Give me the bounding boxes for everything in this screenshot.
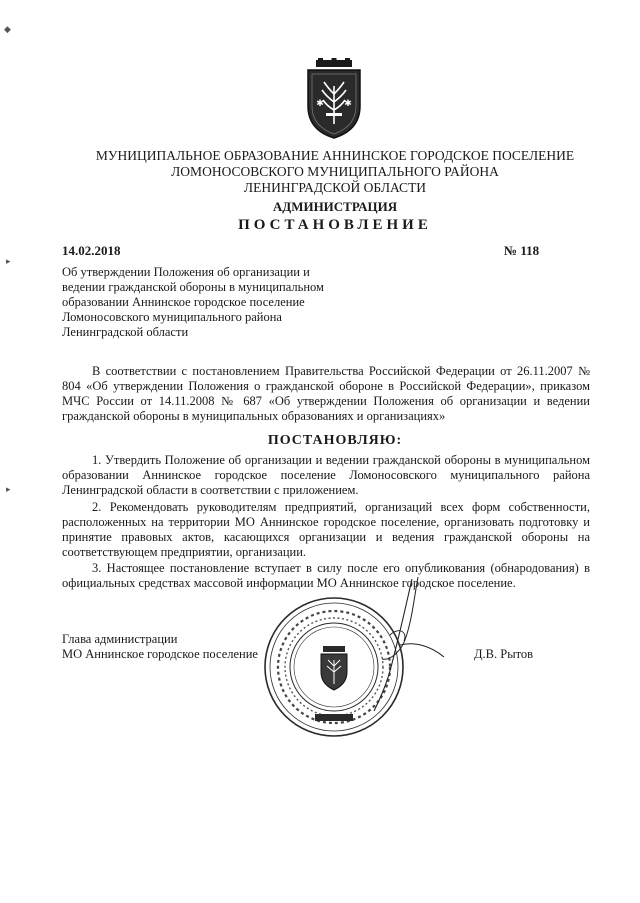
svg-text:✱: ✱ <box>316 99 324 109</box>
document-number: № 118 <box>504 243 540 258</box>
signatory-title <box>62 632 258 662</box>
clause-1: 1. Утвердить Положение об организации и ведении гражданской обороны в муниципальном образовании Аннинское городское поселение Ломоносовского муниципального района Ленинградской области в соответствии с приложением. <box>62 453 590 497</box>
org-name-line-2: ЛОМОНОСОВСКОГО МУНИЦИПАЛЬНОГО РАЙОНА <box>171 164 499 179</box>
signatory-title-line-2: МО Аннинское городское поселение <box>62 647 258 661</box>
signatory-name: Д.В. Рытов <box>474 647 534 661</box>
preamble-paragraph: В соответствии с постановлением Правительства Российской Федерации от 26.11.2007 № 804 «Об утверждении Положения о гражданской обороне в Российской Федерации», приказом МЧС России от 14.11.2008 № 687 «Об утверждении Положения об организации и ведении гражданской обороны в муниципальных образованиях и организациях» <box>62 364 590 423</box>
handwritten-signature <box>360 575 450 715</box>
administration-heading: АДМИНИСТРАЦИЯ <box>272 199 398 214</box>
document-type-heading: ПОСТАНОВЛЕНИЕ <box>238 217 432 233</box>
scan-mark-lower: ▸ <box>6 484 11 494</box>
signatory-title-line-1: Глава администрации <box>62 632 178 646</box>
coat-of-arms-emblem <box>302 58 366 140</box>
scan-mark-middle: ▸ <box>6 256 11 266</box>
clause-3: 3. Настоящее постановление вступает в силу после его опубликования (обнародования) в официальных средствах массовой информации МО Аннинское городское поселение. <box>62 561 590 590</box>
scan-mark-top: ◆ <box>4 24 11 34</box>
document-date: 14.02.2018 <box>62 243 121 258</box>
org-name-line-3: ЛЕНИНГРАДСКОЙ ОБЛАСТИ <box>243 180 427 195</box>
org-name-line-1: МУНИЦИПАЛЬНОЕ ОБРАЗОВАНИЕ АННИНСКОЕ ГОРОДСКОЕ ПОСЕЛЕНИЕ <box>95 148 575 163</box>
document-subject: Об утверждении Положения об организации и ведении гражданской обороны в муниципальном образовании Аннинское городское поселение Ломоносовского муниципального района Ленинградской области <box>62 265 324 339</box>
clause-2: 2. Рекомендовать руководителям предприятий, организаций всех форм собственности, расположенных на территории МО Аннинское городское поселение, организовать подготовку и принятие правовых актов, касающихся организации и ведения гражданской обороны на соответствующем предприятии, организации. <box>62 500 590 559</box>
decree-heading: ПОСТАНОВЛЯЮ: <box>267 433 403 448</box>
svg-text:✱: ✱ <box>344 99 352 109</box>
